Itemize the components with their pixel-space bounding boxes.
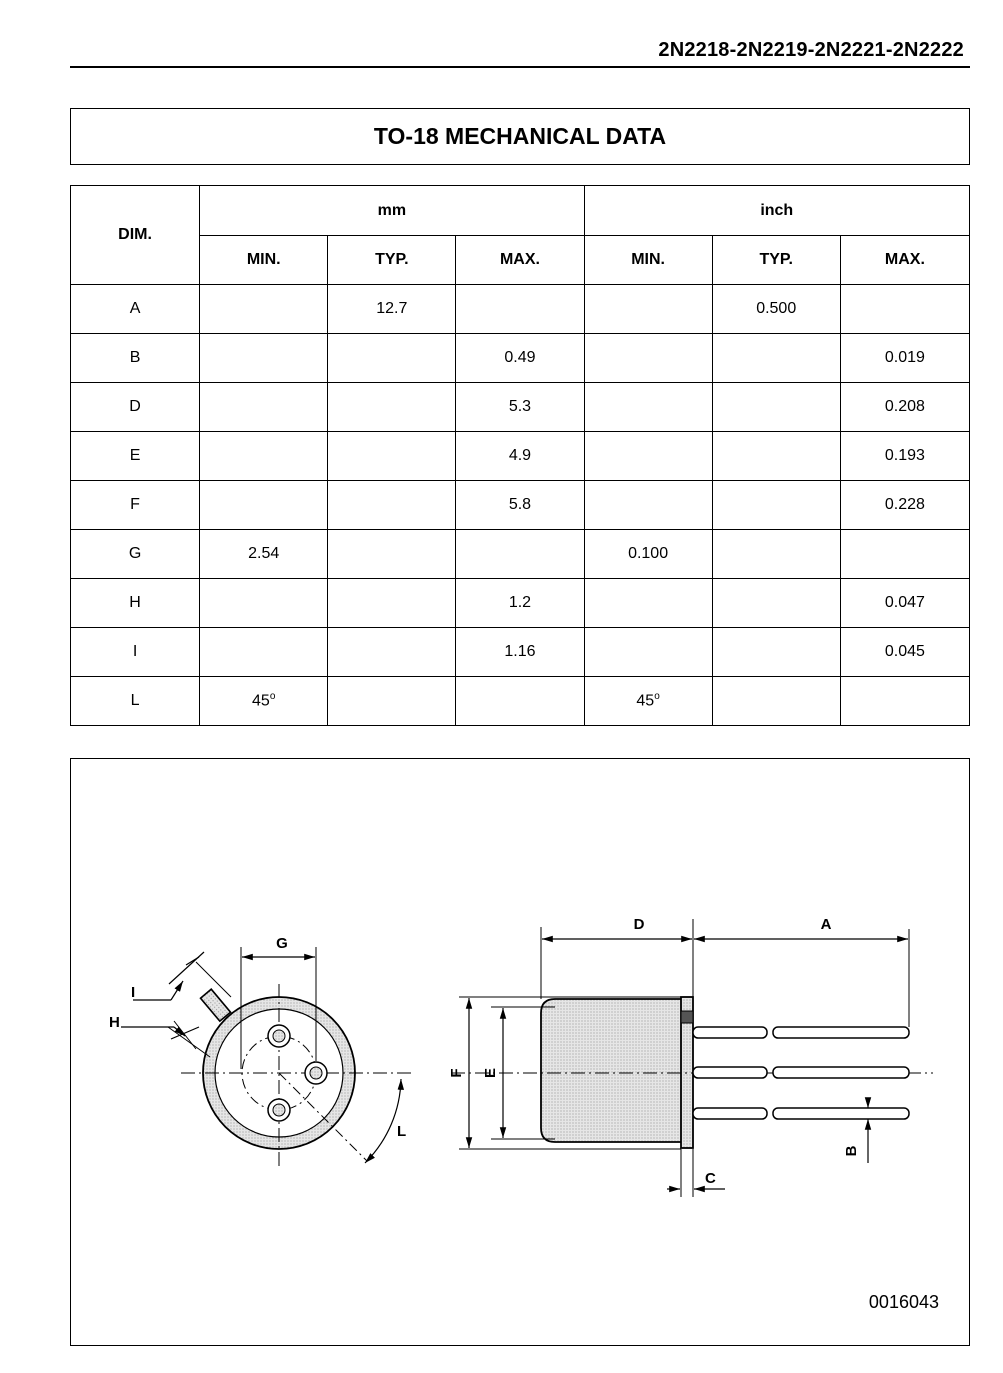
value-cell — [712, 530, 840, 579]
degree-superscript: o — [654, 691, 660, 703]
value-cell — [712, 432, 840, 481]
label-f: F — [448, 1068, 465, 1078]
table-row — [71, 334, 970, 383]
value-text: 0.045 — [884, 643, 925, 660]
table-row — [71, 432, 970, 481]
dim-cell: B — [71, 334, 200, 383]
value-cell — [200, 628, 328, 677]
table-row — [71, 530, 970, 579]
table-body — [71, 285, 970, 726]
value-cell — [840, 432, 969, 481]
value-cell — [456, 383, 584, 432]
value-text: 5.3 — [508, 398, 532, 415]
value-cell — [200, 432, 328, 481]
value-cell — [456, 334, 584, 383]
label-e: E — [482, 1067, 499, 1079]
subheader-inch-min: MIN. — [584, 236, 712, 285]
value-cell — [712, 334, 840, 383]
dim-cell: F — [71, 481, 200, 530]
dim-cell: A — [71, 285, 200, 334]
dim-cell: L — [71, 677, 200, 726]
value-cell — [840, 334, 969, 383]
subheader-mm-max: MAX. — [456, 236, 584, 285]
value-cell — [456, 579, 584, 628]
value-cell — [328, 432, 456, 481]
value-cell — [584, 677, 712, 726]
dim-cell: E — [71, 432, 200, 481]
value-cell — [456, 628, 584, 677]
value-text: 2.54 — [248, 545, 280, 562]
value-cell — [840, 677, 969, 726]
value-cell — [712, 481, 840, 530]
table-row — [71, 481, 970, 530]
value-cell — [712, 628, 840, 677]
value-cell — [328, 677, 456, 726]
table-row — [71, 628, 970, 677]
value-cell — [456, 530, 584, 579]
value-cell — [584, 432, 712, 481]
label-a: A — [820, 916, 832, 933]
value-text: 0.100 — [628, 545, 669, 562]
tab-shape — [201, 989, 231, 1021]
value-cell — [712, 285, 840, 334]
value-text: 0.49 — [504, 349, 536, 366]
part-numbers: 2N2218-2N2219-2N2221-2N2222 — [658, 39, 964, 61]
value-cell — [840, 383, 969, 432]
value-cell — [200, 383, 328, 432]
label-c: C — [705, 1170, 716, 1187]
table-subheader-row — [71, 236, 970, 285]
value-text: 45 — [636, 692, 655, 710]
value-cell — [328, 334, 456, 383]
table-row — [71, 285, 970, 334]
table-row — [71, 383, 970, 432]
drawing-number: 0016043 — [868, 1292, 939, 1312]
value-cell — [456, 432, 584, 481]
value-text: 0.019 — [884, 349, 925, 366]
value-text: 5.8 — [508, 496, 532, 513]
unit-mm-header: mm — [200, 186, 584, 236]
subheader-mm-typ: TYP. — [328, 236, 456, 285]
value-cell — [584, 579, 712, 628]
pin-top — [268, 1025, 290, 1047]
value-cell — [456, 677, 584, 726]
value-cell — [584, 481, 712, 530]
mechanical-drawing — [70, 758, 970, 1346]
subheader-inch-typ: TYP. — [712, 236, 840, 285]
value-cell — [200, 530, 328, 579]
value-text: 4.9 — [508, 447, 532, 464]
value-cell — [456, 285, 584, 334]
value-text: 0.228 — [884, 496, 925, 513]
value-cell — [328, 628, 456, 677]
value-cell — [584, 334, 712, 383]
value-text: 0.500 — [756, 300, 797, 317]
value-cell — [200, 677, 328, 726]
value-cell — [328, 530, 456, 579]
label-d: D — [633, 916, 645, 933]
value-cell — [328, 383, 456, 432]
unit-inch-header: inch — [584, 186, 969, 236]
value-cell — [584, 530, 712, 579]
value-cell — [200, 334, 328, 383]
dim-l-arc — [365, 1079, 401, 1163]
side-view — [448, 916, 933, 1197]
value-text: 45 — [252, 692, 270, 710]
bottom-view — [109, 935, 411, 1169]
dim-header: DIM. — [71, 186, 200, 285]
value-cell — [840, 530, 969, 579]
dim-cell: I — [71, 628, 200, 677]
label-l: L — [397, 1123, 407, 1140]
value-cell — [200, 285, 328, 334]
value-text: 1.16 — [504, 643, 536, 660]
pin-bottom — [268, 1099, 290, 1121]
value-cell — [840, 481, 969, 530]
value-cell — [712, 579, 840, 628]
table-row — [71, 579, 970, 628]
value-text: 1.2 — [508, 594, 532, 611]
table-row — [71, 677, 970, 726]
flange-mark — [681, 1011, 693, 1023]
value-text: 0.047 — [884, 594, 925, 611]
value-text: 0.208 — [884, 398, 925, 415]
value-cell — [712, 383, 840, 432]
can-body — [541, 999, 683, 1142]
dim-cell: D — [71, 383, 200, 432]
value-text: 12.7 — [376, 300, 408, 317]
value-cell — [328, 285, 456, 334]
dim-cell: G — [71, 530, 200, 579]
value-cell — [584, 383, 712, 432]
value-cell — [200, 481, 328, 530]
label-g: G — [276, 935, 288, 952]
degree-superscript: o — [269, 691, 276, 703]
section-title-box — [70, 108, 970, 165]
label-i: I — [131, 984, 136, 1001]
mechanical-data-table — [70, 185, 970, 726]
pin-right — [305, 1062, 327, 1084]
value-text: 0.193 — [884, 447, 925, 464]
value-cell — [584, 285, 712, 334]
table-header-row — [71, 186, 970, 236]
value-cell — [328, 481, 456, 530]
page-header — [70, 36, 970, 68]
value-cell — [584, 628, 712, 677]
label-b: B — [843, 1145, 860, 1157]
value-cell — [328, 579, 456, 628]
value-cell — [840, 579, 969, 628]
leads — [693, 1027, 909, 1119]
section-title: TO-18 MECHANICAL DATA — [373, 123, 667, 149]
value-cell — [456, 481, 584, 530]
value-cell — [840, 285, 969, 334]
subheader-inch-max: MAX. — [840, 236, 969, 285]
subheader-mm-min: MIN. — [200, 236, 328, 285]
dim-cell: H — [71, 579, 200, 628]
value-cell — [712, 677, 840, 726]
label-h: H — [109, 1014, 120, 1031]
value-cell — [200, 579, 328, 628]
value-cell — [840, 628, 969, 677]
drawing-svg — [71, 759, 969, 1345]
